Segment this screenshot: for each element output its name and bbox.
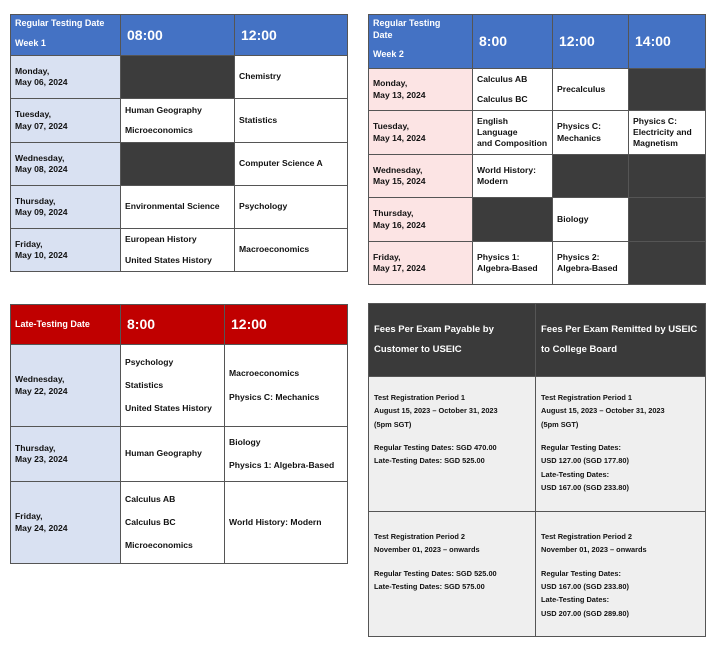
exam-name: Human Geography xyxy=(125,104,202,115)
fees-period1-college-board xyxy=(536,377,706,512)
day-date: May 23, 2024 xyxy=(15,454,68,464)
fees-college-board-header xyxy=(536,304,706,377)
table-row xyxy=(11,99,348,143)
table-row xyxy=(11,345,348,427)
day-cell xyxy=(11,56,121,99)
week1-header-label xyxy=(11,15,121,56)
fees-period2-customer xyxy=(369,512,536,637)
exam-cell xyxy=(235,143,348,186)
exam-name: Computer Science A xyxy=(239,158,323,169)
day-date: May 07, 2024 xyxy=(15,120,68,131)
exam-cell xyxy=(225,482,348,564)
exam-name: Chemistry xyxy=(239,71,282,82)
period-title: Test Registration Period 1 xyxy=(374,393,466,402)
exam-name: World History: xyxy=(477,164,537,175)
period-title: Test Registration Period 2 xyxy=(374,532,466,541)
week1-week: Week 1 xyxy=(15,37,46,48)
week1-time-0800: 08:00 xyxy=(121,15,235,56)
exam-name: Physics 2: xyxy=(557,251,600,262)
exam-cell xyxy=(225,345,348,427)
exam-cell xyxy=(235,99,348,143)
day-cell xyxy=(369,198,473,242)
late-time-1200: 12:00 xyxy=(225,305,348,345)
exam-cell xyxy=(473,242,553,285)
day-cell xyxy=(369,155,473,198)
regular-fee-label: Regular Testing Dates: xyxy=(541,568,621,578)
exam-name: Physics C: Mechanics xyxy=(229,391,320,402)
exam-cell xyxy=(121,482,225,564)
fees-header-row xyxy=(369,304,706,377)
day-cell xyxy=(11,143,121,186)
day-date: May 06, 2024 xyxy=(15,77,68,87)
week2-header-label xyxy=(369,15,473,69)
table-row xyxy=(11,229,348,272)
empty-slot xyxy=(121,143,235,186)
late-time-0800: 8:00 xyxy=(121,305,225,345)
week2-title-line2: Date xyxy=(373,29,393,40)
table-row xyxy=(369,69,706,111)
regular-fee: Regular Testing Dates: SGD 525.00 xyxy=(374,568,497,578)
exam-name: Calculus BC xyxy=(125,516,176,527)
day-name: Wednesday, xyxy=(373,164,423,175)
empty-slot xyxy=(121,56,235,99)
exam-cell xyxy=(553,111,629,155)
exam-name: Physics 1: xyxy=(477,251,520,262)
late-header-label: Late-Testing Date xyxy=(11,305,121,345)
exam-name: Calculus AB xyxy=(477,73,528,84)
fees-period1-row xyxy=(369,377,706,512)
week1-title: Regular Testing Date xyxy=(15,18,105,28)
fees-table xyxy=(368,303,706,637)
exam-name: European History xyxy=(125,234,197,245)
day-name: Friday, xyxy=(373,251,401,262)
day-name: Tuesday, xyxy=(15,109,51,120)
exam-cell xyxy=(225,427,348,482)
exam-cell xyxy=(121,345,225,427)
exam-name: Psychology xyxy=(239,201,288,212)
week2-week: Week 2 xyxy=(373,49,404,60)
fees-period2-row xyxy=(369,512,706,637)
exam-name: Physics C: xyxy=(557,121,601,132)
table-row xyxy=(11,482,348,564)
day-cell xyxy=(369,69,473,111)
day-date: May 24, 2024 xyxy=(15,522,68,533)
late-testing-table xyxy=(10,304,348,564)
fees-period2-college-board xyxy=(536,512,706,637)
week2-time-0800: 8:00 xyxy=(473,15,553,69)
regular-fee-label: Regular Testing Dates: xyxy=(541,442,621,452)
exam-name: World History: Modern xyxy=(229,516,322,527)
late-fee-value: USD 167.00 (SGD 233.80) xyxy=(541,482,629,492)
exam-name: Statistics xyxy=(125,379,164,390)
header-line: to College Board xyxy=(541,344,618,355)
exam-name: Physics 1: Algebra-Based xyxy=(229,460,335,470)
exam-name: Electricity and xyxy=(633,126,692,137)
spacer xyxy=(541,431,700,441)
empty-slot xyxy=(629,242,706,285)
day-date: May 15, 2024 xyxy=(373,176,426,186)
header-line: Customer to USEIC xyxy=(374,344,462,355)
late-fee: Late-Testing Dates: SGD 525.00 xyxy=(374,456,485,466)
period-range-note: (5pm SGT) xyxy=(541,419,579,429)
day-date: May 09, 2024 xyxy=(15,207,68,217)
exam-cell xyxy=(473,69,553,111)
day-name: Wednesday, xyxy=(15,374,65,385)
empty-slot xyxy=(629,198,706,242)
late-fee: Late-Testing Dates: SGD 575.00 xyxy=(374,581,485,591)
day-date: May 17, 2024 xyxy=(373,263,426,273)
table-row xyxy=(11,186,348,229)
exam-cell xyxy=(235,186,348,229)
week2-title-line1: Regular Testing xyxy=(373,18,441,28)
exam-name: Macroeconomics xyxy=(229,368,300,379)
empty-slot xyxy=(629,69,706,111)
day-name: Tuesday, xyxy=(373,121,409,132)
empty-slot xyxy=(473,198,553,242)
table-row xyxy=(11,143,348,186)
empty-slot xyxy=(629,155,706,198)
spacer xyxy=(374,431,530,441)
exam-name: Modern xyxy=(477,176,509,186)
day-name: Wednesday, xyxy=(15,152,65,163)
day-name: Monday, xyxy=(373,78,408,89)
exam-name: Physics C: xyxy=(633,115,677,126)
exam-name: Environmental Science xyxy=(125,201,220,212)
day-date: May 16, 2024 xyxy=(373,219,426,230)
day-date: May 08, 2024 xyxy=(15,164,68,174)
exam-cell xyxy=(121,229,235,272)
table-row xyxy=(369,242,706,285)
exam-name: Psychology xyxy=(125,356,174,367)
exam-name: Algebra-Based xyxy=(477,263,538,273)
exam-cell xyxy=(235,56,348,99)
exam-name: English Language xyxy=(477,115,518,137)
day-cell xyxy=(11,482,121,564)
spacer xyxy=(541,557,700,567)
spacer xyxy=(374,557,530,567)
day-cell xyxy=(11,186,121,229)
day-name: Thursday, xyxy=(15,195,56,206)
period-range: August 15, 2023 – October 31, 2023 xyxy=(541,406,665,416)
exam-name: Microeconomics xyxy=(125,125,193,135)
week1-header-row xyxy=(11,15,348,56)
fees-period1-customer xyxy=(369,377,536,512)
table-row xyxy=(369,155,706,198)
late-fee-label: Late-Testing Dates: xyxy=(541,595,610,605)
week2-table xyxy=(368,14,706,285)
exam-cell xyxy=(629,111,706,155)
exam-name: Statistics xyxy=(239,114,278,125)
day-date: May 13, 2024 xyxy=(373,89,426,100)
regular-fee: Regular Testing Dates: SGD 470.00 xyxy=(374,442,497,452)
exam-cell xyxy=(553,198,629,242)
period-title: Test Registration Period 1 xyxy=(541,393,633,402)
week2-time-1200: 12:00 xyxy=(553,15,629,69)
exam-name: United States History xyxy=(125,254,212,265)
day-name: Monday, xyxy=(15,65,50,76)
period-range: November 01, 2023 – onwards xyxy=(374,545,480,555)
exam-name: United States History xyxy=(125,403,212,414)
exam-name: Human Geography xyxy=(125,448,202,459)
late-fee-label: Late-Testing Dates: xyxy=(541,469,610,479)
day-cell xyxy=(369,111,473,155)
day-date: May 10, 2024 xyxy=(15,250,68,260)
exam-cell xyxy=(121,99,235,143)
table-row xyxy=(369,111,706,155)
day-cell xyxy=(11,229,121,272)
header-line: Fees Per Exam Remitted by USEIC xyxy=(541,324,698,336)
week1-time-1200: 12:00 xyxy=(235,15,348,56)
exam-cell xyxy=(553,69,629,111)
exam-cell xyxy=(121,186,235,229)
table-row xyxy=(369,198,706,242)
exam-name: Mechanics xyxy=(557,132,601,143)
exam-name: Magnetism xyxy=(633,138,678,149)
exam-name: Calculus BC xyxy=(477,94,528,104)
exam-name: Algebra-Based xyxy=(557,263,618,273)
exam-cell xyxy=(473,155,553,198)
day-cell xyxy=(11,345,121,427)
day-name: Thursday, xyxy=(15,442,56,453)
exam-name: Precalculus xyxy=(557,83,606,94)
day-cell xyxy=(11,427,121,482)
exam-name: Biology xyxy=(229,436,261,447)
exam-cell xyxy=(121,427,225,482)
day-name: Thursday, xyxy=(373,208,414,219)
exam-cell xyxy=(553,242,629,285)
period-range: November 01, 2023 – onwards xyxy=(541,545,647,555)
fees-customer-header xyxy=(369,304,536,377)
empty-slot xyxy=(553,155,629,198)
day-name: Friday, xyxy=(15,511,43,522)
week2-time-1400: 14:00 xyxy=(629,15,706,69)
exam-name: Macroeconomics xyxy=(239,244,310,255)
regular-fee-value: USD 127.00 (SGD 177.80) xyxy=(541,456,629,466)
table-row xyxy=(11,427,348,482)
day-date: May 14, 2024 xyxy=(373,132,426,143)
exam-name: Biology xyxy=(557,213,589,224)
exam-cell xyxy=(473,111,553,155)
period-title: Test Registration Period 2 xyxy=(541,532,633,541)
regular-fee-value: USD 167.00 (SGD 233.80) xyxy=(541,581,629,591)
late-fee-value: USD 207.00 (SGD 289.80) xyxy=(541,608,629,618)
header-line: Fees Per Exam Payable by xyxy=(374,324,494,336)
exam-name: Calculus AB xyxy=(125,493,176,504)
day-date: May 22, 2024 xyxy=(15,385,68,396)
day-cell xyxy=(369,242,473,285)
late-header-row xyxy=(11,305,348,345)
exam-name: and Composition xyxy=(477,138,548,149)
table-row xyxy=(11,56,348,99)
day-cell xyxy=(11,99,121,143)
day-name: Friday, xyxy=(15,238,43,249)
period-range: August 15, 2023 – October 31, 2023 xyxy=(374,406,498,416)
exam-cell xyxy=(235,229,348,272)
week1-table xyxy=(10,14,348,272)
week2-header-row xyxy=(369,15,706,69)
period-range-note: (5pm SGT) xyxy=(374,419,412,429)
exam-name: Microeconomics xyxy=(125,540,193,551)
